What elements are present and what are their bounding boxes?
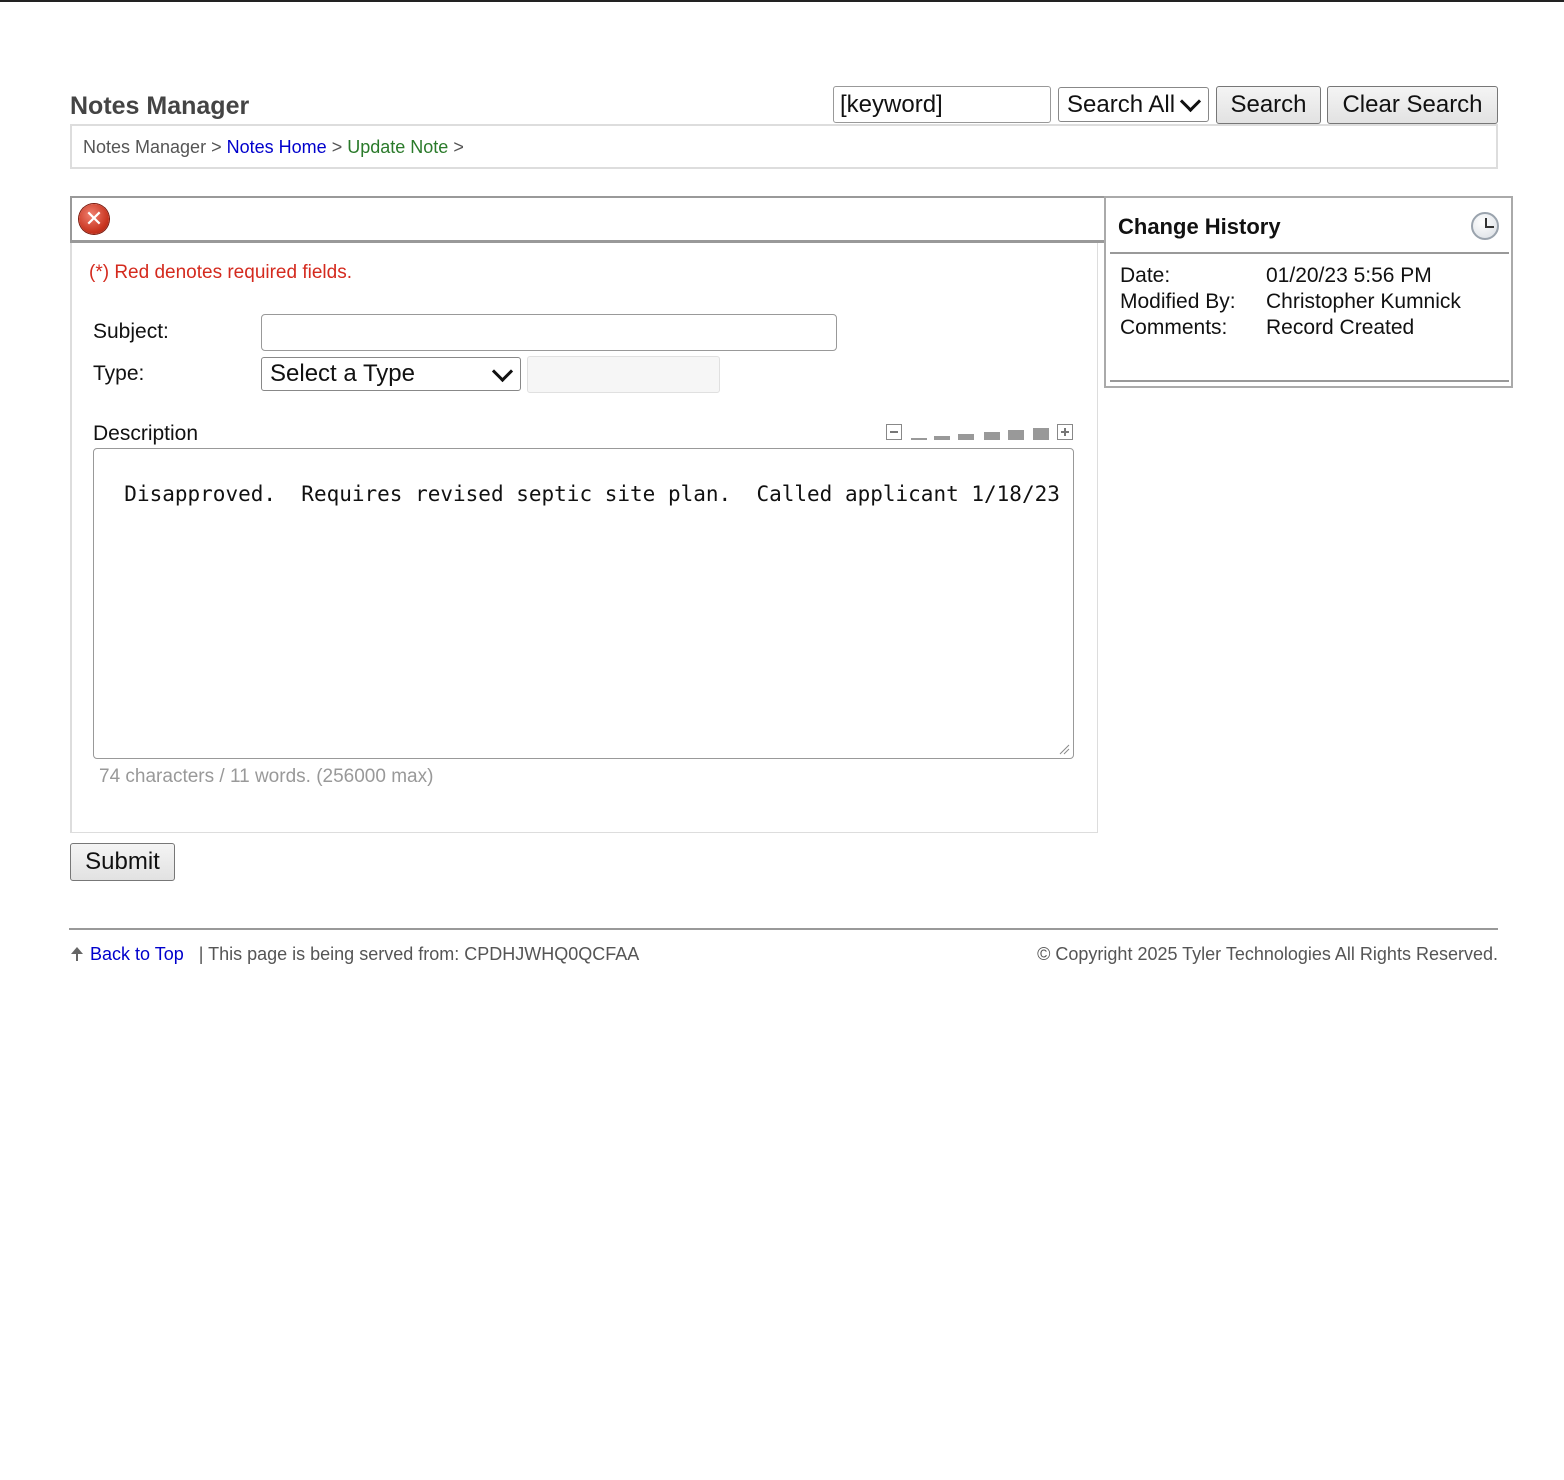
type-secondary-field [527, 356, 720, 393]
chevron-down-icon [492, 360, 513, 381]
textarea-size-toolbar [886, 424, 1076, 442]
back-to-top-link[interactable]: Back to Top [90, 944, 184, 964]
search-input[interactable] [833, 86, 1051, 123]
footer-divider [69, 928, 1498, 930]
character-count: 74 characters / 11 words. (256000 max) [99, 766, 434, 787]
copyright: © Copyright 2025 Tyler Technologies All Rights Reserved. [1037, 944, 1498, 964]
breadcrumb-separator: > [453, 137, 464, 157]
size-step-3[interactable] [958, 434, 974, 440]
arrow-up-icon[interactable] [70, 947, 84, 961]
subject-label: Subject: [93, 320, 169, 343]
type-select[interactable] [261, 357, 521, 391]
page-title: Notes Manager [70, 92, 250, 120]
required-fields-note: (*) Red denotes required fields. [89, 262, 352, 283]
search-scope-value: Search All [1067, 90, 1176, 118]
chevron-down-icon [1180, 91, 1201, 112]
history-date-value: 01/20/23 5:56 PM [1266, 264, 1432, 287]
close-icon[interactable]: ✕ [79, 204, 109, 234]
history-modified-value: Christopher Kumnick [1266, 290, 1461, 313]
size-step-1[interactable] [911, 438, 927, 440]
breadcrumb-root: Notes Manager [83, 137, 207, 157]
form-header-bar [70, 196, 1107, 243]
description-text: Disapproved. Requires revised septic site plan. Called applicant 1/18/23 [124, 482, 1060, 506]
history-comments-label: Comments: [1120, 316, 1228, 339]
type-label: Type: [93, 362, 145, 385]
resize-grip-icon[interactable] [1058, 743, 1070, 755]
type-select-value: Select a Type [270, 360, 415, 387]
change-history-title: Change History [1118, 214, 1281, 239]
history-divider [1110, 380, 1509, 382]
search-scope-select[interactable] [1058, 87, 1209, 122]
footer-left [70, 944, 639, 965]
size-step-6[interactable] [1033, 428, 1049, 440]
server-info: | This page is being served from: CPDHJWHQ0QCFAA [198, 944, 640, 964]
breadcrumb [70, 124, 1498, 169]
size-step-4[interactable] [984, 432, 1000, 440]
change-history-header [1110, 202, 1509, 254]
history-comments-value: Record Created [1266, 316, 1415, 339]
search-button[interactable]: Search [1216, 86, 1321, 124]
breadcrumb-separator: > [331, 137, 343, 157]
breadcrumb-current: Update Note [347, 137, 449, 157]
clear-search-button[interactable]: Clear Search [1327, 86, 1498, 124]
size-step-5[interactable] [1008, 430, 1024, 440]
shrink-icon[interactable] [886, 424, 902, 440]
size-step-2[interactable] [934, 436, 950, 440]
history-modified-label: Modified By: [1120, 290, 1236, 313]
history-date-label: Date: [1120, 264, 1171, 287]
subject-input[interactable] [261, 314, 837, 351]
breadcrumb-separator: > [211, 137, 222, 157]
description-textarea[interactable] [93, 448, 1074, 759]
change-history-panel [1104, 196, 1513, 388]
expand-icon[interactable] [1057, 424, 1073, 440]
clock-icon[interactable] [1471, 212, 1499, 240]
breadcrumb-notes-home-link[interactable]: Notes Home [226, 137, 327, 157]
submit-button[interactable]: Submit [70, 843, 175, 881]
description-label: Description [93, 422, 199, 445]
top-border [0, 0, 1564, 2]
